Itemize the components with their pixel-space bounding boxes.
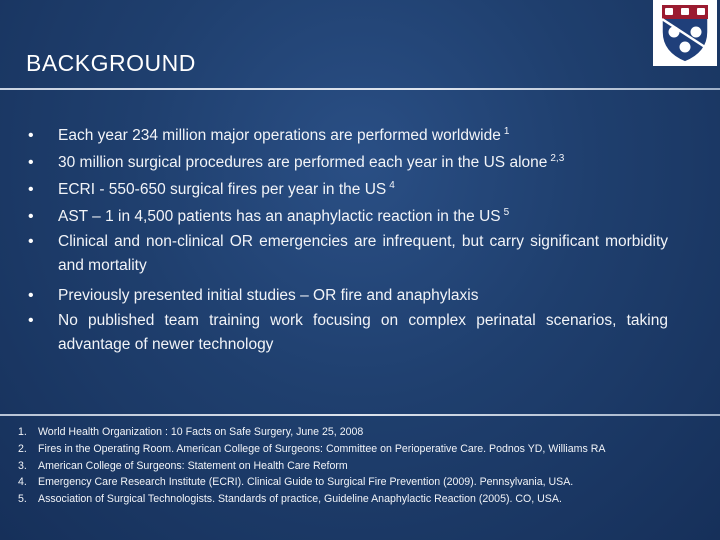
reference-item: 3. American College of Surgeons: Statement on Health Care Reform (18, 459, 348, 472)
bullet-item: • ECRI - 550-650 surgical fires per year in the US $^4$ (28, 176, 668, 203)
bullet-item: • No published team training work focusing on complex perinatal scenarios, taking advantage of newer technology (28, 309, 668, 357)
university-shield-icon (659, 2, 711, 64)
reference-item: 4. Emergency Care Research Institute (ECRI). Clinical Guide to Surgical Fire Prevention (2009). Pennsylvania, USA. (18, 476, 574, 489)
bullet-item: • AST – 1 in 4,500 patients has an anaphylactic reaction in the US $^5$ (28, 203, 668, 230)
reference-item: 1. World Health Organization : 10 Facts on Safe Surgery, June 25, 2008 (18, 426, 364, 438)
bullet-item: • Previously presented initial studies – OR fire and anaphylaxis (28, 282, 668, 309)
university-logo (653, 0, 717, 66)
reference-item: 2. Fires in the Operating Room. American College of Surgeons: Committee on Perioperative Care. Podnos YD, Williams RA (18, 442, 606, 455)
references-divider (0, 414, 720, 416)
bullet-list (28, 122, 668, 361)
slide-title: BACKGROUND (26, 50, 196, 76)
reference-item: 5. Association of Surgical Technologists. Standards of practice, Guideline Anaphylactic Reaction (2005). CO, USA. (18, 493, 562, 506)
bullet-item: • 30 million surgical procedures are performed each year in the US alone $^{2,3}$ (28, 149, 668, 176)
bullet-item: • Each year 234 million major operations are performed worldwide $^1$ (28, 122, 668, 149)
bullet-item: • Clinical and non-clinical OR emergencies are infrequent, but carry significant morbidity and mortality (28, 230, 668, 278)
references-list (18, 424, 708, 508)
title-divider (0, 88, 720, 90)
